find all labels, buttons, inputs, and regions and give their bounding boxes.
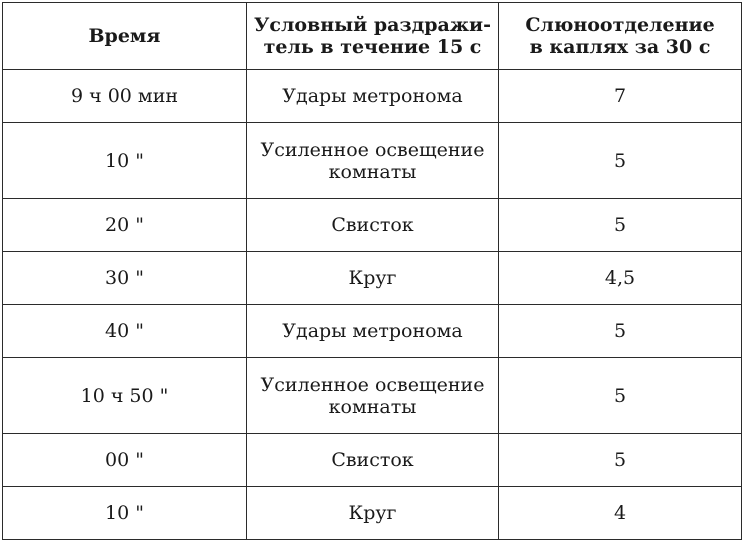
salivation-cell: 5 — [499, 358, 742, 434]
stimulus-text: Круг — [348, 502, 397, 524]
salivation-cell: 5 — [499, 123, 742, 199]
time-cell: 00 " — [3, 434, 247, 487]
stimulus-cell — [247, 199, 499, 252]
table-row — [3, 70, 742, 123]
salivation-cell: 5 — [499, 199, 742, 252]
time-cell: 40 " — [3, 305, 247, 358]
table-row — [3, 487, 742, 540]
stimulus-text: Свисток — [331, 214, 414, 236]
header-stimulus — [247, 3, 499, 70]
header-salivation — [499, 3, 742, 70]
table-row — [3, 305, 742, 358]
header-stimulus-line2: тель в течение 15 с — [263, 36, 482, 58]
salivation-cell: 5 — [499, 305, 742, 358]
stimulus-cell — [247, 252, 499, 305]
header-time-label: Время — [88, 25, 161, 47]
stimulus-cell — [247, 358, 499, 434]
time-cell: 10 ч 50 " — [3, 358, 247, 434]
salivation-cell: 4 — [499, 487, 742, 540]
stimulus-text: Свисток — [331, 449, 414, 471]
stimulus-text: Удары метронома — [282, 320, 463, 342]
stimulus-text-line2: комнаты — [328, 395, 417, 418]
stimulus-cell — [247, 70, 499, 123]
stimulus-cell — [247, 123, 499, 199]
table-body — [3, 70, 742, 540]
header-row — [3, 3, 742, 70]
stimulus-text: Удары метронома — [282, 85, 463, 107]
salivation-cell: 5 — [499, 434, 742, 487]
stimulus-text: Усиленное освещение — [260, 138, 485, 161]
table-row — [3, 199, 742, 252]
header-stimulus-line1: Условный раздражи- — [253, 14, 492, 36]
table-header — [3, 3, 742, 70]
table-row — [3, 252, 742, 305]
salivation-cell: 7 — [499, 70, 742, 123]
table-row — [3, 358, 742, 434]
stimulus-cell — [247, 487, 499, 540]
table-row — [3, 434, 742, 487]
stimulus-text-line2: комнаты — [328, 160, 417, 183]
header-salivation-line2: в каплях за 30 с — [529, 36, 711, 58]
header-salivation-line1: Слюноотделение — [525, 14, 715, 36]
stimulus-cell — [247, 305, 499, 358]
stimulus-text: Усиленное освещение — [260, 373, 485, 396]
experiment-table — [2, 2, 742, 540]
time-cell: 20 " — [3, 199, 247, 252]
stimulus-text: Круг — [348, 267, 397, 289]
time-cell: 30 " — [3, 252, 247, 305]
time-cell: 10 " — [3, 487, 247, 540]
header-time — [3, 3, 247, 70]
time-cell: 9 ч 00 мин — [3, 70, 247, 123]
table-row — [3, 123, 742, 199]
time-cell: 10 " — [3, 123, 247, 199]
salivation-cell: 4,5 — [499, 252, 742, 305]
stimulus-cell — [247, 434, 499, 487]
